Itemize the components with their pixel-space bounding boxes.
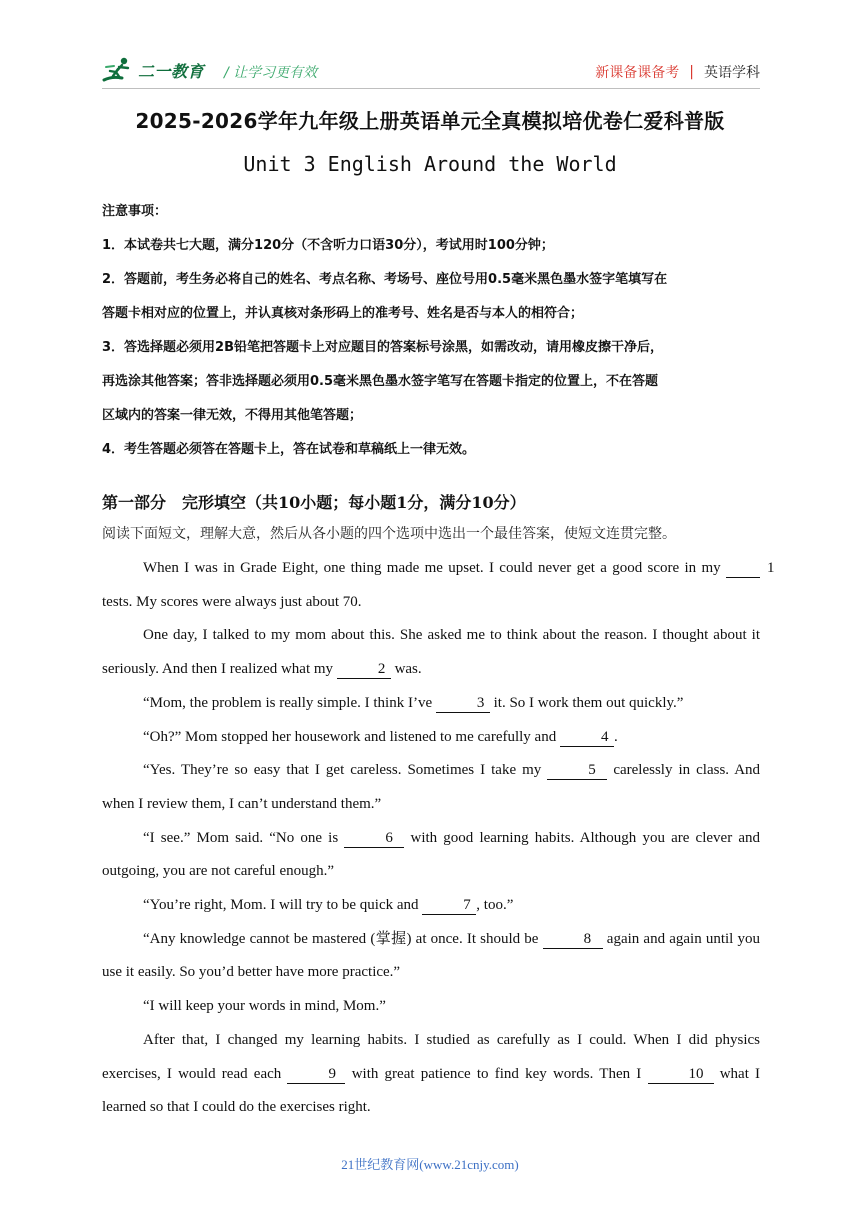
logo-text: 二一教育 [138, 61, 205, 81]
slogan: / 让学习更有效 [224, 65, 318, 81]
notes-line: 4．考生答题必须答在答题卡上，答在试卷和草稿纸上一律无效。 [102, 442, 476, 457]
passage-paragraph: “I will keep your words in mind, Mom.” [143, 998, 386, 1015]
blank-7: 7 [422, 896, 476, 915]
unit-title: Unit 3 English Around the World [243, 152, 617, 176]
blank-4: 4 [560, 728, 614, 747]
header-label-subject: 英语学科 [704, 65, 760, 81]
passage-paragraph: “Oh?” Mom stopped her housework and listened to me carefully and 4 . [143, 728, 618, 745]
notes-line: 再选涂其他答案；答非选择题必须用0.5毫米黑色墨水签字笔写在答题卡指定的位置上，不在答题 [102, 374, 659, 389]
section-instructions: 阅读下面短文，理解大意，然后从各小题的四个选项中选出一个最佳答案，使短文连贯完整。 [102, 526, 676, 542]
page-header [102, 52, 760, 92]
notes-line: 2．答题前，考生务必将自己的姓名、考点名称、考场号、座位号用0.5毫米黑色墨水签字笔填写在 [102, 272, 668, 287]
passage-paragraph: One day, I talked to my mom about this. She asked me to think about the reason. I thought about it seriously. And then I realized what my 2 was. [102, 627, 760, 678]
document-title: 2025-2026学年九年级上册英语单元全真模拟培优卷仁爱科普版 [135, 109, 725, 133]
blank-10: 10 [648, 1065, 714, 1084]
header-right [595, 62, 760, 82]
passage-paragraph: “Any knowledge cannot be mastered (掌握) at once. It should be 8 again and again until you use it easily. So you’d better have more practice.” [102, 930, 760, 981]
blank-1: 1 [726, 559, 760, 578]
passage-paragraph: “Yes. They’re so easy that I get careless. Sometimes I take my 5 carelessly in class. And when I review them, I can’t understand them.” [102, 762, 761, 812]
blank-2: 2 [337, 660, 391, 679]
footer-watermark[interactable]: 21世纪教育网(www.21cnjy.com) [341, 1157, 519, 1172]
passage-paragraph: When I was in Grade Eight, one thing made me upset. I could never get a good score in my 1 tests. My scores were always just about 70. [102, 560, 775, 610]
notes-heading: 注意事项： [102, 204, 168, 219]
header-divider [102, 88, 760, 89]
notes-line: 区域内的答案一律无效，不得用其他笔答题； [102, 408, 363, 423]
blank-8: 8 [543, 930, 603, 949]
header-separator: | [689, 64, 694, 80]
header-label-prep: 新课备课备考 [595, 65, 680, 81]
runner-logo-icon [102, 56, 136, 84]
notes-line: 1．本试卷共七大题，满分120分（不含听力口语30分），考试用时100分钟； [102, 238, 554, 253]
passage-paragraph: “You’re right, Mom. I will try to be quick and 7 , too.” [143, 897, 514, 914]
logo [102, 56, 204, 84]
blank-3: 3 [436, 694, 490, 713]
cloze-passage [102, 552, 775, 1125]
blank-9: 9 [287, 1065, 345, 1084]
blank-5: 5 [547, 761, 607, 780]
exam-notes [102, 195, 762, 467]
blank-6: 6 [344, 829, 404, 848]
notes-line: 答题卡相对应的位置上，并认真核对条形码上的准考号、姓名是否与本人的相符合； [102, 306, 584, 321]
notes-line: 3．答选择题必须用2B铅笔把答题卡上对应题目的答案标号涂黑，如需改动，请用橡皮擦干净后， [102, 340, 664, 355]
passage-paragraph: “I see.” Mom said. “No one is 6 with good learning habits. Although you are clever and outgoing, you are not careful enough.” [102, 829, 761, 880]
passage-paragraph: “Mom, the problem is really simple. I think I’ve 3 it. So I work them out quickly.” [143, 694, 684, 711]
passage-paragraph: After that, I changed my learning habits. I studied as carefully as I could. When I did physics exercises, I would read each 9 with great patience to find key words. Then I 10 what I learned so that I could do the exercises right. [102, 1031, 761, 1116]
section-title: 第一部分 完形填空（共10小题；每小题1分，满分10分） [102, 493, 526, 512]
